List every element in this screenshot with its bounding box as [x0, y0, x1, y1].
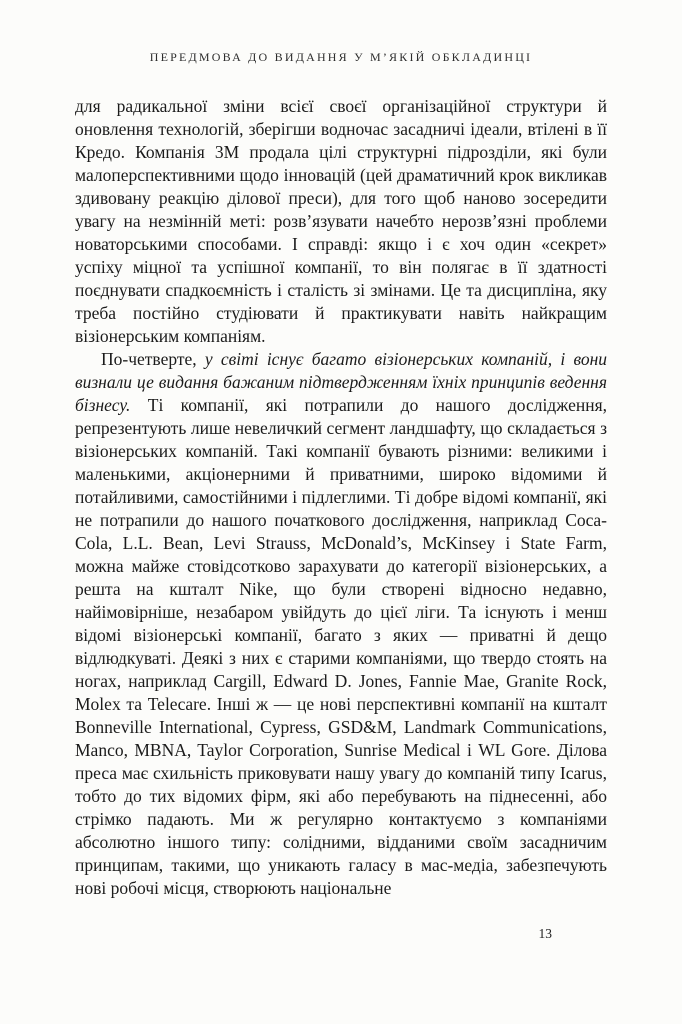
- running-header: ПЕРЕДМОВА ДО ВИДАННЯ У М’ЯКІЙ ОБКЛАДИНЦІ: [149, 50, 533, 64]
- paragraph: [75, 348, 607, 900]
- paragraph-text: По-четверте,: [101, 349, 205, 369]
- paragraph-italic-text: у світі існує багато візіонерських компаній, і вони визнали це видання бажаним підтвердженням їхніх принципів ведення бізнесу.: [75, 349, 607, 415]
- paragraph-text: для радикальної зміни всієї своєї організаційної структури й оновлення технологій, зберігши водночас засадничі ідеали, втілені в її Кредо. Компанія 3М продала цілі структурні підрозділи, які були малоперспективними щодо інновацій (цей драматичний крок викликав здивовану реакцію ділової преси), для того щоб наново зосередити увагу на незмінній меті: розв’язувати начебто нерозв’язні проблеми новаторськими способами. І справді: якщо і є хоч один «секрет» успіху міцної та успішної компанії, то він полягає в її здатності поєднувати спадкоємність і сталість зі змінами. Це та дисципліна, яку треба постійно студіювати й практикувати навіть найкращим візіонерським компаніям.: [75, 96, 607, 346]
- paragraph-text: Ті компанії, які потрапили до нашого дослідження, репрезентують лише невеличкий сегмент ландшафту, що складається з візіонерських компаній. Такі компанії бувають різними: великими і маленькими, акціонерними й приватними, широко відомими й потайливими, самостійними і підлеглими. Ті добре відомі компанії, які не потрапили до нашого початкового дослідження, наприклад Coca-Cola, L.L. Bean, Levi Strauss, McDonald’s, McKinsey і State Farm, можна майже стовідсотково зарахувати до категорії візіонерських, а решта на кшталт Nike, що були створені відносно недавно, найімовірніше, незабаром увійдуть до цієї ліги. Та існують і менш відомі візіонерські компанії, багато з яких — приватні й дещо відлюдкуваті. Деякі з них є старими компаніями, що твердо стоять на ногах, наприклад Cargill, Edward D. Jones, Fannie Mae, Granite Rock, Molex та Telecare. Інші ж — це нові перспективні компанії на кшталт Bonneville International, Cypress, GSD&M, Landmark Communications, Manco, MBNA, Taylor Corporation, Sunrise Medical і WL Gore. Ділова преса має схильність приковувати нашу увагу до компаній типу Icarus, тобто до тих відомих фірм, які або перебувають на піднесенні, або стрімко падають. Ми ж регулярно контактуємо з компаніями абсолютно іншого типу: солідними, відданими своїм засадничим принципам, такими, що уникають галасу в мас-медіа, забезпечують нові робочі місця, створюють національне: [75, 395, 607, 898]
- paragraph-continuation: [75, 95, 607, 348]
- body-text: [75, 95, 607, 900]
- page-number: 13: [538, 926, 552, 941]
